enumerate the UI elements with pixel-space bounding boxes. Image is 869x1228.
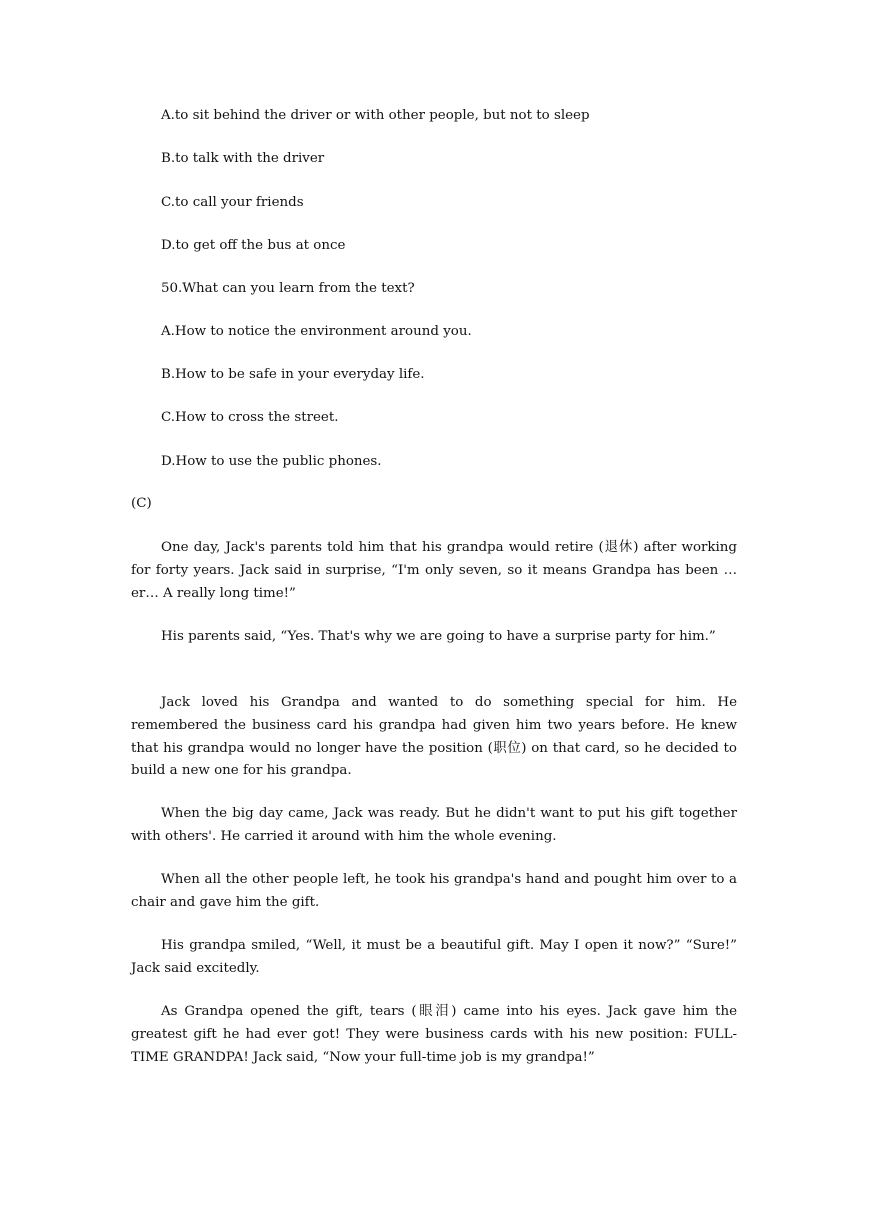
story-paragraph: His grandpa smiled, “Well, it must be a beautiful gift. May I open it now?” “Sure!” Jack said excitedly. [131,938,737,976]
q49-option-a: A.to sit behind the driver or with other people, but not to sleep [161,108,590,123]
q50-question: 50.What can you learn from the text? [161,281,415,296]
q50-option-c: C.How to cross the street. [161,410,339,425]
q49-option-b: B.to talk with the driver [161,151,325,166]
section-c-label: (C) [131,496,152,511]
q49-option-d: D.to get off the bus at once [161,238,346,253]
q50-option-a: A.How to notice the environment around you. [161,324,472,339]
story-paragraph: When the big day came, Jack was ready. But he didn't want to put his gift together with others'. He carried it around with him the whole evening. [131,806,737,844]
story-paragraph: When all the other people left, he took his grandpa's hand and pought him over to a chair and gave him the gift. [131,872,737,910]
q50-option-b: B.How to be safe in your everyday life. [161,367,425,382]
q49-option-c: C.to call your friends [161,195,304,210]
q50-option-d: D.How to use the public phones. [161,454,382,469]
story-paragraph: One day, Jack's parents told him that his grandpa would retire (退休) after working for forty years. Jack said in surprise, “I'm only seven, so it means Grandpa has been … er… A really long time!” [131,540,737,601]
story-paragraph: Jack loved his Grandpa and wanted to do something special for him. He remembered the business card his grandpa had given him two years before. He knew that his grandpa would no longer have the position (职位) on that card, so he decided to build a new one for his grandpa. [131,695,737,779]
story-paragraph: As Grandpa opened the gift, tears (眼泪) came into his eyes. Jack gave him the greatest gift he had ever got! They were business cards with his new position: FULL-TIME GRANDPA! Jack said, “Now your full-time job is my grandpa!” [131,1004,737,1065]
story-paragraph: His parents said, “Yes. That's why we are going to have a surprise party for him.” [161,629,716,644]
